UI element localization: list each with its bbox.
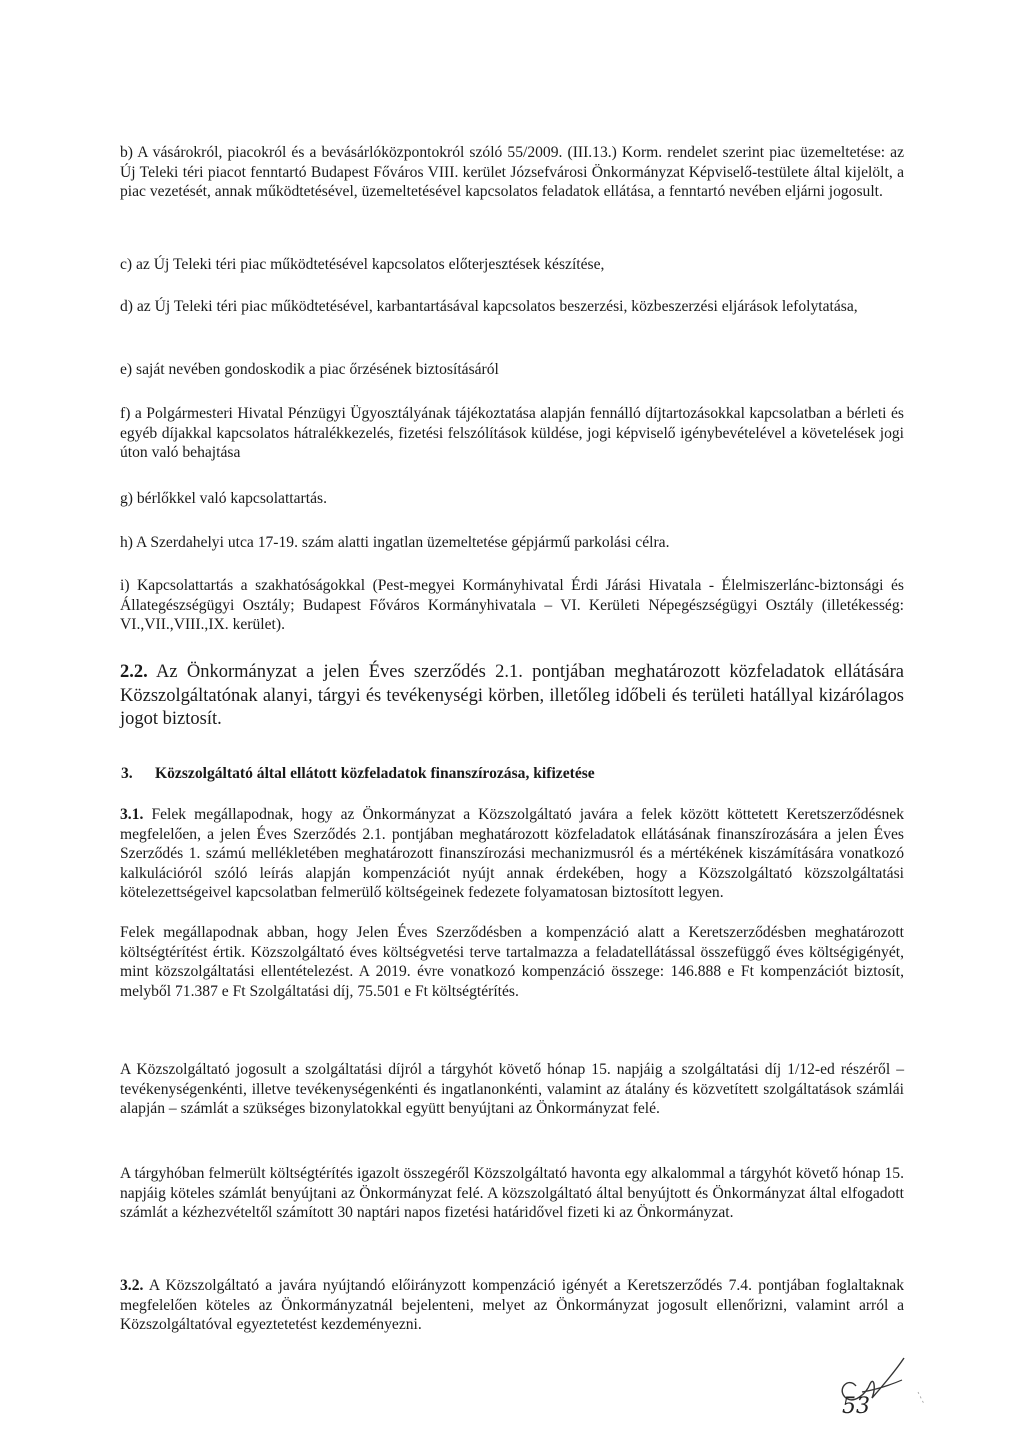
paragraph-i: i) Kapcsolattartás a szakhatóságokkal (Pest-megyei Kormányhivatal Érdi Járási Hivatala - Élelmiszerlánc-biztonsági és Állategészségügyi Osztály; Budapest Főváros Kormányhivatala – VI. Kerületi Népegészségügyi Osztály (illetékesség: VI.,VII.,VIII.,IX. kerület). [120, 577, 904, 634]
section-2-2 [120, 661, 904, 732]
section-3-heading [120, 764, 904, 784]
page-number: 53 [842, 1394, 870, 1419]
section-3-1-paragraph-3: A Közszolgáltató jogosult a szolgáltatási díjról a tárgyhót követő hónap 15. napjáig a szolgáltatási díj 1/12-ed részéről – tevékenységenkénti, illetve tevékenységenkénti és ingatlanonkénti, valamint az átalány és közvetített szolgáltatások számlái alapján – számlát a szükséges bizonylatokkal együtt benyújtani az Önkormányzat felé. [120, 1061, 904, 1118]
section-3-1-paragraph-4: A tárgyhóban felmerült költségtérítés igazolt összegéről Közszolgáltató havonta egy alkalommal a tárgyhót követő hónap 15. napjáig köteles számlát benyújtani az Önkormányzat felé. A közszolgáltató által benyújtott és Önkormányzat által elfogadott számlát a kézhezvételtől számított 30 naptári napos fizetési határidővel fizeti ki az Önkormányzat. [120, 1165, 904, 1222]
section-3-number: 3. [121, 765, 133, 782]
paragraph-e: e) saját nevében gondoskodik a piac őrzésének biztosításáról [120, 361, 499, 378]
paragraph-f: f) a Polgármesteri Hivatal Pénzügyi Ügyosztályának tájékoztatása alapján fennálló díjtartozásokkal kapcsolatban a bérleti és egyéb díjakkal kapcsolatos hátralékkezelés, fizetési felszólítások küldése, jogi képviselő igénybevételével a követelések jogi úton való behajtása [120, 405, 904, 462]
paragraph-c: c) az Új Teleki téri piac működtetésével kapcsolatos előterjesztések készítése, [120, 256, 605, 273]
section-3-1-text: Felek megállapodnak, hogy az Önkormányzat a Közszolgáltató javára a felek között köttetett Keretszerződésnek megfelelően, a jelen Éves Szerződés 2.1. pontjában meghatározott közfeladatok ellátásának finanszírozására a jelen Éves Szerződés 1. számú mellékletében meghatározott finanszírozási mechanizmusról és a mértékének kiszámítására vonatkozó kalkulációról szóló leírás alapján kompenzációt nyújt annak érdekében, hogy a Közszolgáltató közszolgáltatási kötelezettségeivel kapcsolatban felmerülő költségeinek fedezete folyamatosan biztosított legyen. [120, 806, 905, 902]
paragraph-b: b) A vásárokról, piacokról és a bevásárlóközpontokról szóló 55/2009. (III.13.) Korm. rendelet szerint piac üzemeltetése: az Új Teleki téri piacot fenntartó Budapest Főváros VIII. kerület Józsefvárosi Önkormányzat Képviselő-testülete által kijelölt, a piac vezetését, annak működtetésével, üzemeltetésével kapcsolatos feladatok ellátása, a fenntartó nevében eljárni jogosult. [120, 144, 904, 201]
section-3-2-number: 3.2. [120, 1277, 144, 1294]
paragraph-d: d) az Új Teleki téri piac működtetésével, karbantartásával kapcsolatos beszerzési, közbeszerzési eljárások lefolytatása, [120, 298, 858, 315]
section-3-1-paragraph-2: Felek megállapodnak abban, hogy Jelen Éves Szerződésben a kompenzáció alatt a Keretszerződésben meghatározott költségtérítést értik. Közszolgáltató éves költségvetési terve tartalmazza a feladatellátással összefüggő éves költségigényét, mint közszolgáltatási ellentételezést. A 2019. évre vonatkozó kompenzáció összege: 146.888 e Ft kompenzációt biztosít, melyből 71.387 e Ft Szolgáltatási díj, 75.501 e Ft költségtérítés. [120, 924, 904, 1000]
section-2-2-text: Az Önkormányzat a jelen Éves szerződés 2.1. pontjában meghatározott közfeladatok ellátására Közszolgáltatónak alanyi, tárgyi és tevékenységi körben, illetőleg időbeli és területi hatállyal kizárólagos jogot biztosít. [120, 662, 904, 729]
paragraph-h: h) A Szerdahelyi utca 17-19. szám alatti ingatlan üzemeltetése gépjármű parkolási célra. [120, 534, 670, 551]
section-3-2-text: A Közszolgáltató a javára nyújtandó előirányzott kompenzáció igényét a Keretszerződés 7.4. pontjában foglaltaknak megfelelően köteles az Önkormányzatnál bejelenteni, melyet az Önkormányzat jogosult ellenőrizni, valamint arról a Közszolgáltatóval egyeztetetést kezdeményezni. [120, 1277, 904, 1334]
section-3-1-paragraph-1 [120, 805, 904, 903]
section-3-title: Közszolgáltató által ellátott közfeladatok finanszírozása, kifizetése [155, 765, 595, 782]
section-2-2-number: 2.2. [120, 662, 148, 682]
section-3-2 [120, 1276, 904, 1335]
section-3-1-number: 3.1. [120, 806, 144, 823]
paragraph-g: g) bérlőkkel való kapcsolattartás. [120, 490, 327, 507]
